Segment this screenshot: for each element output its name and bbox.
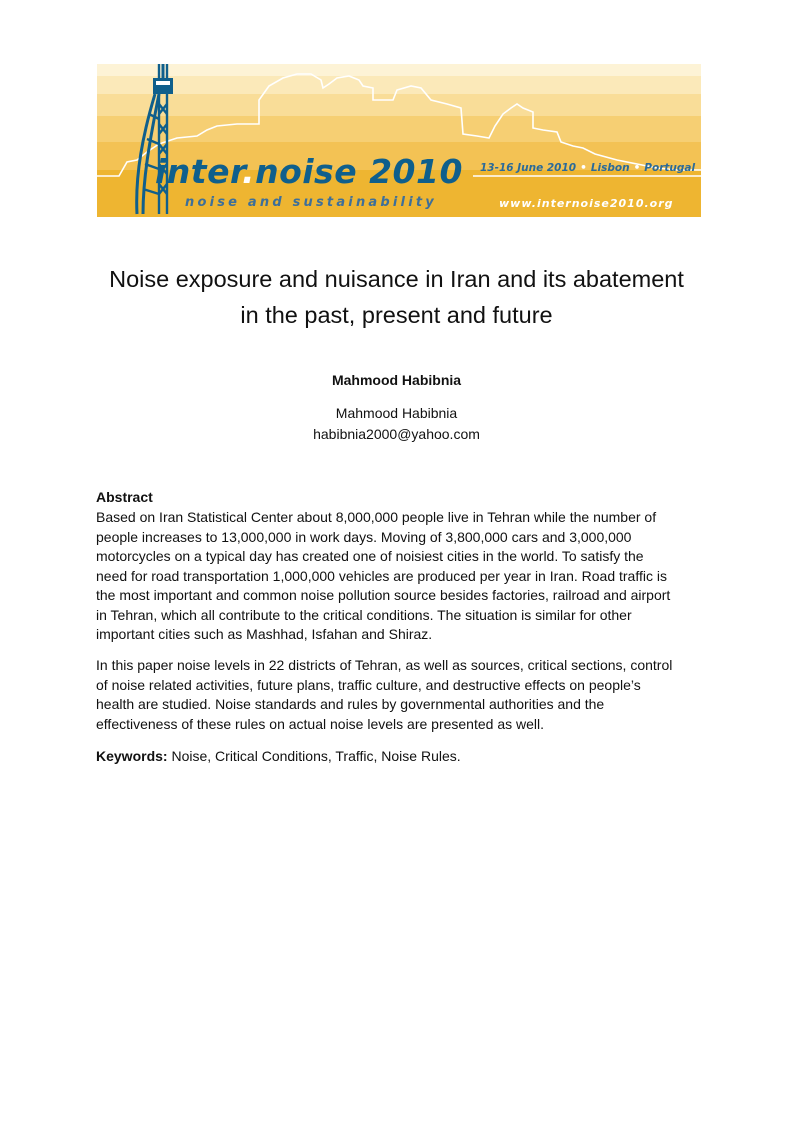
- author-affiliation: [0, 403, 793, 445]
- conference-logo-text: inter.noise 2010: [155, 152, 463, 191]
- keywords: [96, 748, 461, 764]
- author-email: habibnia2000@yahoo.com: [313, 426, 480, 442]
- conference-tagline: noise and sustainability: [185, 195, 437, 210]
- abstract-paragraph-2: In this paper noise levels in 22 districts of Tehran, as well as sources, critical sections, control of noise related activities, future plans, traffic culture, and destructive effects on people’s health are studied. Noise standards and rules by governmental authorities and the effectiveness of these rules on actual noise levels are presented as well.: [96, 657, 673, 732]
- conference-banner: [97, 64, 701, 217]
- conference-url: www.internoise2010.org: [499, 197, 674, 210]
- conference-dates: 13-16 June 2010 • Lisbon • Portugal: [480, 162, 696, 174]
- keywords-label: Keywords:: [96, 748, 168, 764]
- keywords-text: Noise, Critical Conditions, Traffic, Noise Rules.: [167, 748, 461, 764]
- paper-title: Noise exposure and nuisance in Iran and its abatement in the past, present and future: [109, 266, 684, 328]
- author-heading: Mahmood Habibnia: [331, 372, 462, 388]
- abstract-paragraph-1: Based on Iran Statistical Center about 8,000,000 people live in Tehran while the number of people increases to 13,000,000 in work days. Moving of 3,800,000 cars and 3,000,000 motorcycles on a typical day has created one of noisiest cities in the world. To satisfy the need for road transportation 1,000,000 vehicles are produced per year in Iran. Road traffic is the most important and common noise pollution source besides factories, railroad and airport in Tehran, which all contribute to the critical conditions. The situation is similar for other important cities such as Mashhad, Isfahan and Shiraz.: [96, 509, 671, 642]
- author-name: Mahmood Habibnia: [335, 405, 458, 421]
- abstract-heading: Abstract: [96, 489, 153, 505]
